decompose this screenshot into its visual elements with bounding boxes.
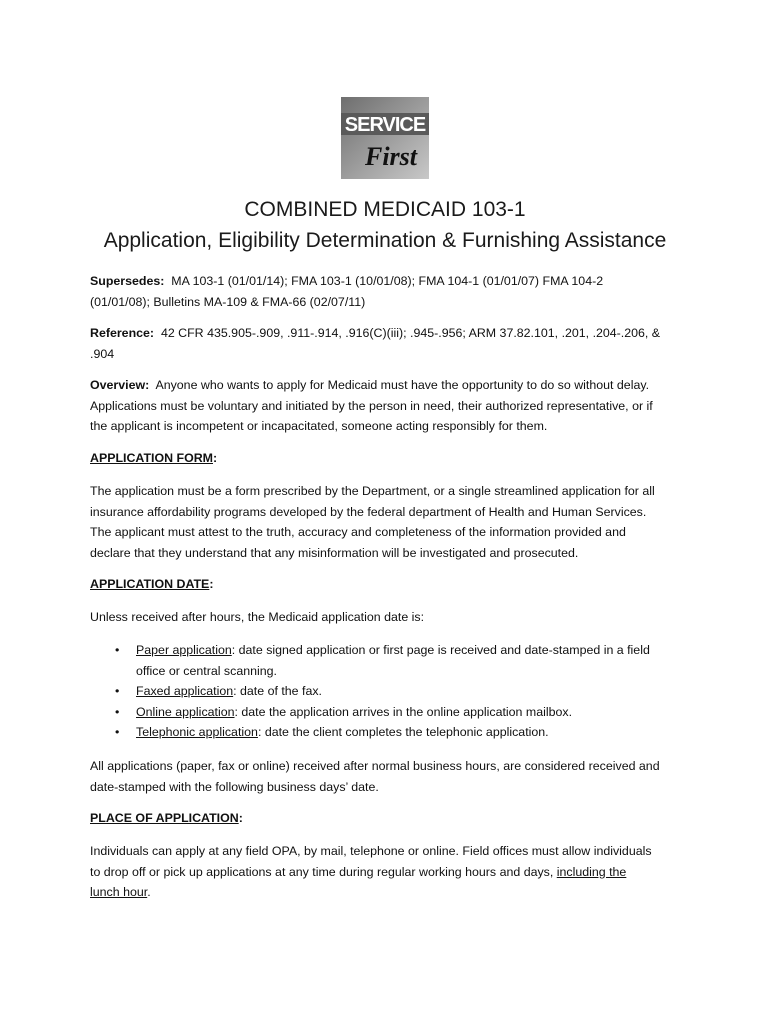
- application-form-heading-text: APPLICATION FORM: [90, 451, 213, 465]
- place-line3-period: .: [147, 885, 151, 899]
- place-of-application-heading-text: PLACE OF APPLICATION: [90, 811, 239, 825]
- bullet-text: : date the client completes the telephonic application.: [257, 725, 549, 739]
- supersedes-label: Supersedes:: [90, 274, 165, 288]
- overview-block: [90, 375, 690, 437]
- overview-label: Overview:: [90, 378, 150, 392]
- closing-line1: All applications (paper, fax or online) received after normal business hours, are considered received and: [90, 759, 660, 773]
- bullet-text-continued: office or central scanning.: [136, 663, 277, 678]
- place-line1: Individuals can apply at any field OPA, by mail, telephone or online. Field offices must allow individuals: [90, 844, 652, 858]
- bullet-icon: •: [115, 725, 120, 739]
- place-of-application-body: [90, 841, 690, 903]
- logo-word-bottom: First: [364, 142, 418, 171]
- overview-line1: Anyone who wants to apply for Medicaid must have the opportunity to do so without delay.: [155, 378, 650, 392]
- application-form-heading-colon: :: [212, 451, 218, 465]
- service-first-logo: [341, 97, 429, 179]
- overview-line2: Applications must be voluntary and initiated by the person in need, their authorized representative, or if: [90, 398, 653, 413]
- place-of-application-heading-colon: :: [238, 811, 243, 825]
- reference-line1: 42 CFR 435.905-.909, .911-.914, .916(C)(iii); .945-.956; ARM 37.82.101, .201, .204-.206, &: [160, 326, 661, 340]
- application-date-closing: [90, 756, 690, 797]
- bullet-term: Telephonic application: [136, 725, 258, 739]
- place-line3-underlined: lunch hour: [90, 885, 148, 899]
- logo-word-top: SERVICE: [344, 114, 426, 136]
- reference-line2: .904: [90, 346, 115, 361]
- place-line2-underlined: including the: [556, 864, 627, 879]
- bullet-text: : date signed application or first page is received and date-stamped in a field: [231, 643, 650, 657]
- reference-label: Reference:: [90, 326, 155, 340]
- application-form-body: [90, 481, 690, 563]
- place-of-application-heading: [90, 808, 243, 829]
- document-title: COMBINED MEDICAID 103-1: [244, 198, 526, 221]
- reference-block: [90, 323, 690, 364]
- bullet-term: Online application: [136, 705, 235, 719]
- application-date-heading-text: APPLICATION DATE: [90, 577, 210, 591]
- application-date-heading-colon: :: [209, 577, 214, 591]
- bullet-term: Faxed application: [136, 684, 234, 698]
- supersedes-line1: MA 103-1 (01/01/14); FMA 103-1 (10/01/08); FMA 104-1 (01/01/07) FMA 104-2: [171, 274, 604, 288]
- application-form-line: declare that they understand that any misinformation will be investigated and prosecuted.: [90, 545, 579, 560]
- bullet-icon: •: [115, 684, 120, 698]
- document-subtitle: Application, Eligibility Determination & Furnishing Assistance: [103, 229, 667, 252]
- closing-line2: date-stamped with the following business days’ date.: [90, 779, 379, 794]
- application-date-heading: [90, 574, 213, 595]
- application-form-line: The application must be a form prescribed by the Department, or a single streamlined application for all: [90, 484, 655, 498]
- supersedes-block: [90, 271, 690, 312]
- application-form-heading: [90, 448, 217, 469]
- overview-line3: the applicant is incompetent or incapacitated, someone acting responsibly for them.: [90, 419, 548, 433]
- bullet-text: : date the application arrives in the online application mailbox.: [234, 705, 573, 719]
- bullet-icon: •: [115, 643, 120, 657]
- application-date-intro: Unless received after hours, the Medicaid application date is:: [90, 610, 425, 624]
- supersedes-line2: (01/01/08); Bulletins MA-109 & FMA-66 (02/07/11): [90, 294, 366, 309]
- bullet-icon: •: [115, 705, 120, 719]
- bullet-text: : date of the fax.: [233, 684, 322, 698]
- application-form-line: The applicant must attest to the truth, accuracy and completeness of the information provided and: [90, 525, 626, 539]
- bullet-term: Paper application: [136, 643, 232, 657]
- application-form-line: insurance affordability programs developed by the federal department of Health and Human Services.: [90, 504, 647, 519]
- place-line2: to drop off or pick up applications at any time during regular working hours and days,: [90, 864, 557, 879]
